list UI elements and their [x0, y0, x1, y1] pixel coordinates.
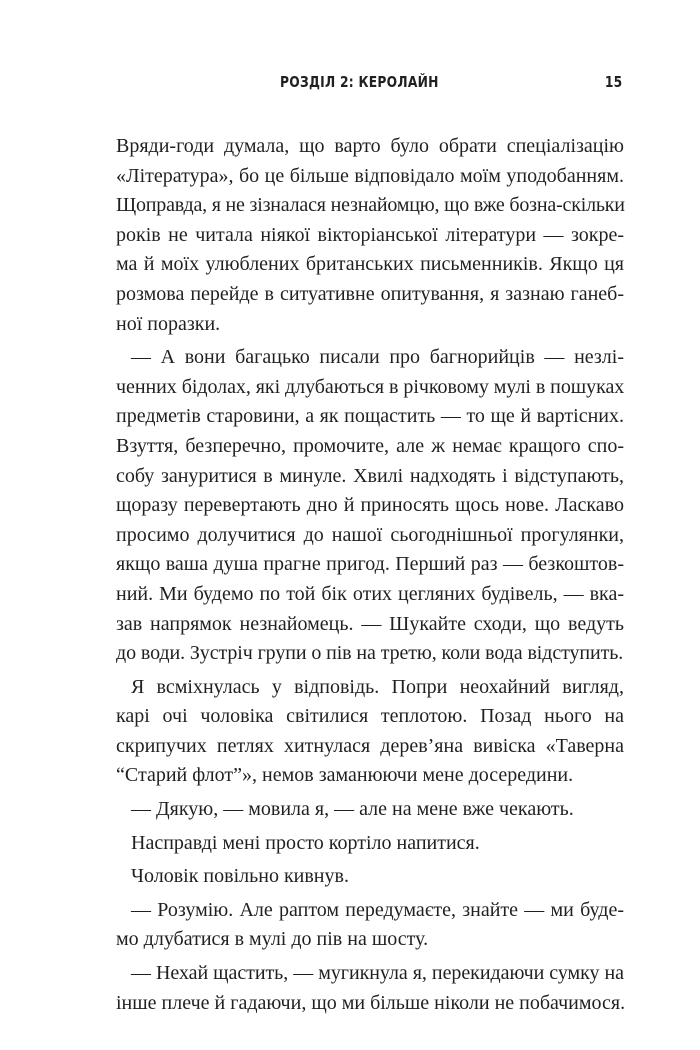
text-line: ма й моїх улюблених британських письменників. Якщо ця [116, 253, 624, 276]
text-line: Взуття, безперечно, промочите, але ж немає кращого спо- [116, 434, 624, 457]
text-line: — Розумію. Але раптом передумаєте, знайте — ми буде- [131, 898, 624, 921]
text-line: “Старий флот”», немов заманюючи мене досередини. [116, 764, 574, 787]
text-line: Вряди-годи думала, що варто було обрати спеціалізацію [116, 135, 624, 157]
text-line: просимо долучитися до нашої сьогоднішньої прогулянки, [116, 523, 624, 546]
text-line: Чоловік повільно кивнув. [131, 865, 349, 888]
paragraph [116, 896, 624, 955]
paragraph [116, 673, 624, 791]
text-line: якщо ваша душа прагне пригод. Перший раз — безкоштов- [116, 553, 624, 576]
text-line: до води. Зустріч групи о пів на третю, коли вода відступить. [116, 642, 624, 665]
body-text [116, 132, 624, 1018]
text-line: «Література», бо це більше відповідало моїм уподобанням. [116, 164, 624, 187]
running-header [0, 73, 700, 97]
paragraph [116, 795, 624, 825]
text-line: карі очі чоловіка світилися теплотою. Позад нього на [116, 705, 624, 728]
text-line: ної поразки. [116, 312, 221, 335]
text-line: зав напрямок незнайомець. — Шукайте сходи, що ведуть [116, 612, 624, 635]
text-line: інше плече й гадаючи, що ми більше ніколи не побачимося. [116, 991, 626, 1014]
text-line: собу зануритися в минуле. Хвилі надходять і відступають, [116, 464, 624, 487]
chapter-title: РОЗДІЛ 2: КЕРОЛАЙН [280, 73, 439, 91]
text-line: ченних бідолах, які длубаються в річковому мулі в пошуках [116, 375, 625, 398]
text-line: скрипучих петлях хитнулася дерев’яна вивіска «Таверна [116, 734, 624, 757]
paragraph [116, 959, 624, 1018]
text-line: Насправді мені просто кортіло напитися. [131, 831, 480, 854]
page-number: 15 [604, 73, 622, 91]
paragraph [116, 829, 624, 859]
text-line: щоразу перевертають дно й приносять щось нове. Ласкаво [116, 494, 624, 517]
text-line: предметів старовини, а як пощастить — то ще й вартісних. [116, 405, 624, 428]
text-line: мо длубатися в мулі до пів на шосту. [116, 928, 429, 951]
text-line: розмова перейде в ситуативне опитування, я зазнаю ганеб- [116, 282, 624, 305]
text-line: Щоправда, я не зізналася незнайомцю, що вже бозна-скільки [116, 194, 625, 217]
text-line: — Нехай щастить, — мугикнула я, перекидаючи сумку на [131, 962, 624, 985]
text-line: — А вони багацько писали про багнорийців — незлі- [131, 346, 624, 369]
paragraph [116, 862, 624, 892]
text-line: Я всміхнулась у відповідь. Попри неохайний вигляд, [131, 675, 624, 698]
text-line: ний. Ми будемо по той бік отих цегляних будівель, — вка- [116, 582, 624, 605]
paragraph [116, 132, 624, 339]
paragraph [116, 343, 624, 669]
text-line: років не читала ніякої вікторіанської літератури — зокре- [116, 223, 624, 246]
text-line: — Дякую, — мовила я, — але на мене вже чекають. [131, 798, 574, 821]
